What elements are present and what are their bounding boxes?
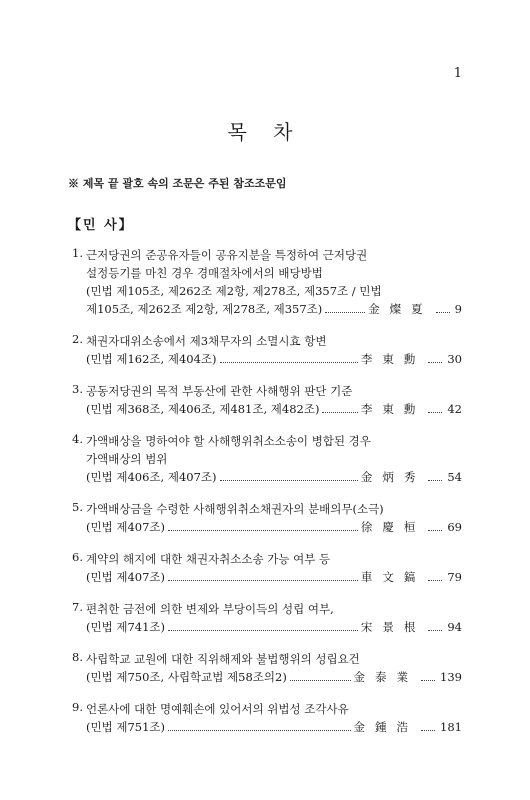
entry-reference-line [86, 668, 462, 686]
dot-leader [220, 480, 358, 481]
entry-title-line: 설정등기를 마친 경우 경매절차에서의 배당방법 [86, 266, 323, 280]
entry-author: 李東勳 [360, 402, 426, 416]
entry-number: 3. [72, 382, 83, 396]
toc-entry[interactable] [72, 246, 462, 318]
dot-leader [436, 312, 450, 313]
dot-leader [428, 480, 442, 481]
entry-title-line: 계약의 해지에 대한 채권자취소소송 가능 여부 등 [86, 552, 331, 566]
entry-title-line: 언론사에 대한 명예훼손에 있어서의 위법성 조각사유 [86, 702, 349, 716]
dot-leader [428, 580, 442, 581]
entry-statutes: (민법 제407조) [86, 520, 166, 534]
dot-leader [168, 630, 358, 631]
entry-author: 徐慶桓 [360, 520, 426, 534]
toc-entry[interactable] [72, 432, 462, 486]
entry-number: 1. [72, 246, 83, 260]
dot-leader [168, 580, 358, 581]
entry-author: 金燦夏 [368, 302, 433, 316]
entry-statutes: (민법 제407조) [86, 570, 166, 584]
toc-entry[interactable] [72, 382, 462, 418]
entry-title-line: 편취한 금전에 의한 변제와 부당이득의 성립 여부, [86, 602, 334, 616]
entry-author: 金炳秀 [360, 470, 426, 484]
entry-reference-line [86, 468, 462, 486]
entry-statutes: (민법 제406조, 제407조) [86, 470, 217, 484]
dot-leader [220, 362, 358, 363]
dot-leader [428, 362, 442, 363]
entry-reference-line [86, 400, 462, 418]
toc-entries [72, 246, 462, 750]
dot-leader [322, 412, 357, 413]
entry-page-number: 54 [447, 470, 462, 484]
dot-leader [168, 730, 351, 731]
entry-title-line: 가액배상의 범위 [86, 452, 168, 466]
entry-number: 2. [72, 332, 83, 346]
entry-title-line: 근저당권의 준공유자들이 공유지분을 특정하여 근저당권 [86, 248, 368, 262]
entry-statutes: (민법 제750조, 사립학교법 제58조의2) [86, 670, 287, 684]
toc-entry[interactable] [72, 332, 462, 368]
entry-page-number: 30 [447, 352, 462, 366]
entry-reference-line [86, 350, 462, 368]
entry-statutes: 제105조, 제262조 제2항, 제278조, 제357조) [86, 302, 323, 316]
entry-reference-line [86, 300, 462, 318]
entry-statutes: (민법 제741조) [86, 620, 166, 634]
dot-leader [428, 630, 442, 631]
toc-entry[interactable] [72, 650, 462, 686]
entry-number: 9. [72, 700, 83, 714]
dot-leader [428, 412, 442, 413]
dot-leader [168, 530, 358, 531]
entry-statutes: (민법 제751조) [86, 720, 166, 734]
entry-title-line: 가액배상을 명하여야 할 사해행위취소소송이 병합된 경우 [86, 434, 371, 448]
entry-title-line: 공동저당권의 목적 부동산에 관한 사해행위 판단 기준 [86, 384, 353, 398]
entry-page-number: 94 [447, 620, 462, 634]
entry-page-number: 139 [440, 670, 462, 684]
entry-number: 8. [72, 650, 83, 664]
entry-statutes: (민법 제162조, 제404조) [86, 352, 217, 366]
toc-title: 목 차 [227, 120, 303, 144]
entry-page-number: 9 [454, 302, 462, 316]
entry-page-number: 79 [447, 570, 462, 584]
entry-number: 4. [72, 432, 83, 446]
toc-entry[interactable] [72, 600, 462, 636]
entry-reference-line [86, 718, 462, 736]
page-number: 1 [453, 66, 462, 81]
entry-author: 金鍾浩 [353, 720, 419, 734]
entry-author: 宋景根 [360, 620, 426, 634]
entry-title-line: 채권자대위소송에서 제3채무자의 소멸시효 항변 [86, 334, 327, 348]
entry-reference-line [86, 518, 462, 536]
dot-leader [428, 530, 442, 531]
dot-leader [290, 680, 351, 681]
dot-leader [421, 730, 435, 731]
entry-author: 車文鎬 [360, 570, 426, 584]
toc-entry[interactable] [72, 700, 462, 736]
entry-number: 7. [72, 600, 83, 614]
entry-page-number: 69 [447, 520, 462, 534]
dot-leader [421, 680, 435, 681]
entry-number: 6. [72, 550, 83, 564]
entry-author: 金泰業 [353, 670, 419, 684]
entry-title-line: 가액배상금을 수령한 사해행위취소채권자의 분배의무(소극) [86, 502, 384, 516]
reference-note: ※ 제목 끝 괄호 속의 조문은 주된 참조조문임 [68, 177, 287, 190]
section-heading: 【민 사】 [68, 218, 134, 233]
entry-title-line: (민법 제105조, 제262조 제2항, 제278조, 제357조 / 민법 [86, 284, 382, 298]
entry-number: 5. [72, 500, 83, 514]
dot-leader [325, 312, 365, 313]
entry-reference-line [86, 618, 462, 636]
entry-page-number: 42 [447, 402, 462, 416]
entry-title-line: 사립학교 교원에 대한 직위해제와 불법행위의 성립요건 [86, 652, 360, 666]
toc-entry[interactable] [72, 500, 462, 536]
entry-author: 李東勳 [360, 352, 426, 366]
entry-page-number: 181 [440, 720, 462, 734]
toc-entry[interactable] [72, 550, 462, 586]
entry-reference-line [86, 568, 462, 586]
entry-statutes: (민법 제368조, 제406조, 제481조, 제482조) [86, 402, 320, 416]
